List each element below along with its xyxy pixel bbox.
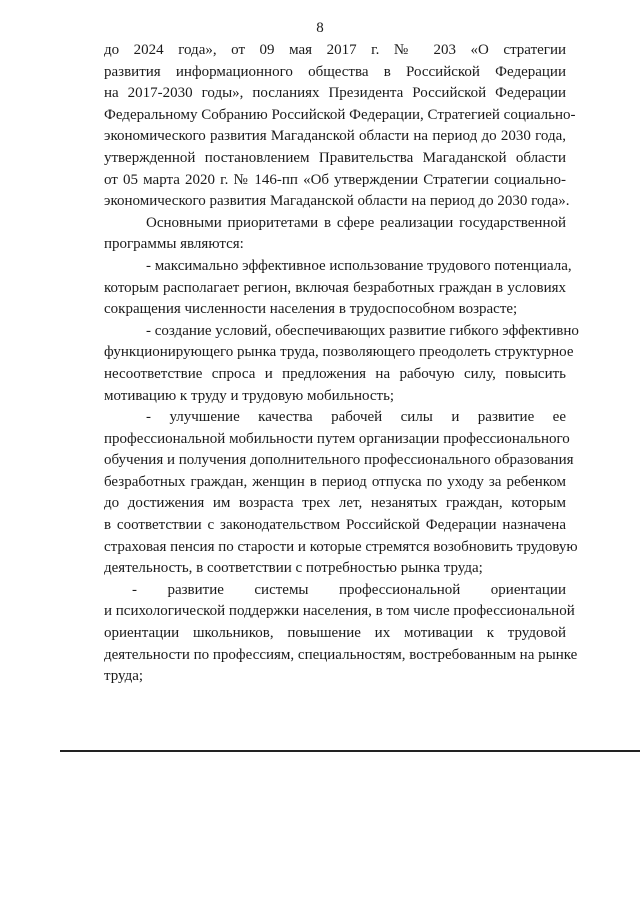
text-line: от 05 марта 2020 г. № 146-пп «Об утверждении Стратегии социально- [104,171,566,188]
text-line: Федеральному Собранию Российской Федерации, Стратегией социально- [104,106,576,123]
text-line: несоответствие спроса и предложения на рабочую силу, повысить [104,365,566,382]
text-line: мотивацию к труду и трудовую мобильность; [104,387,395,404]
text-line: деятельность, в соответствии с потребностью рынка труда; [104,560,483,577]
text-line: - создание условий, обеспечивающих развитие гибкого эффективно [146,322,579,339]
text-line: профессиональной мобильности путем организации профессионального [104,430,570,447]
text-line: - максимально эффективное использование трудового потенциала, [146,257,572,274]
document-body [104,40,579,688]
text-line: деятельности по профессиям, специальностям, востребованным на рынке [104,646,578,663]
text-line: экономического развития Магаданской области на период до 2030 года». [104,193,570,210]
text-line: и психологической поддержки населения, в том числе профессиональной [104,603,575,620]
text-line: - развитие системы профессиональной ориентации [132,581,566,598]
text-line: безработных граждан, женщин в период отпуска по уходу за ребенком [104,473,566,490]
text-line: - улучшение качества рабочей силы и развитие ее [146,409,566,426]
text-line: обучения и получения дополнительного профессионального образования [104,452,574,469]
page-bottom-rule [60,750,640,752]
text-line: до 2024 года», от 09 мая 2017 г. № 203 «О стратегии [104,42,566,58]
text-line: которым располагает регион, включая безработных граждан в условиях [104,279,566,296]
text-line: программы являются: [104,236,244,253]
text-line: развития информационного общества в Российской Федерации [104,63,566,80]
text-line: на 2017-2030 годы», посланиях Президента Российской Федерации [104,85,566,102]
text-line: ориентации школьников, повышение их мотивации к трудовой [104,625,566,642]
page-number: 8 [316,20,324,36]
text-line: в соответствии с законодательством Российской Федерации назначена [104,517,566,534]
text-line: сокращения численности населения в трудоспособном возрасте; [104,301,518,318]
text-line: труда; [104,668,144,685]
text-line: страховая пенсия по старости и которые стремятся возобновить трудовую [104,538,578,555]
text-line: до достижения им возраста трех лет, незанятых граждан, которым [104,495,566,512]
text-line: утвержденной постановлением Правительства Магаданской области [104,149,566,166]
text-line: экономического развития Магаданской области на период до 2030 года, [104,128,566,145]
text-line: функционирующего рынка труда, позволяющего преодолеть структурное [104,344,574,361]
text-line: Основными приоритетами в сфере реализации государственной [146,214,566,231]
